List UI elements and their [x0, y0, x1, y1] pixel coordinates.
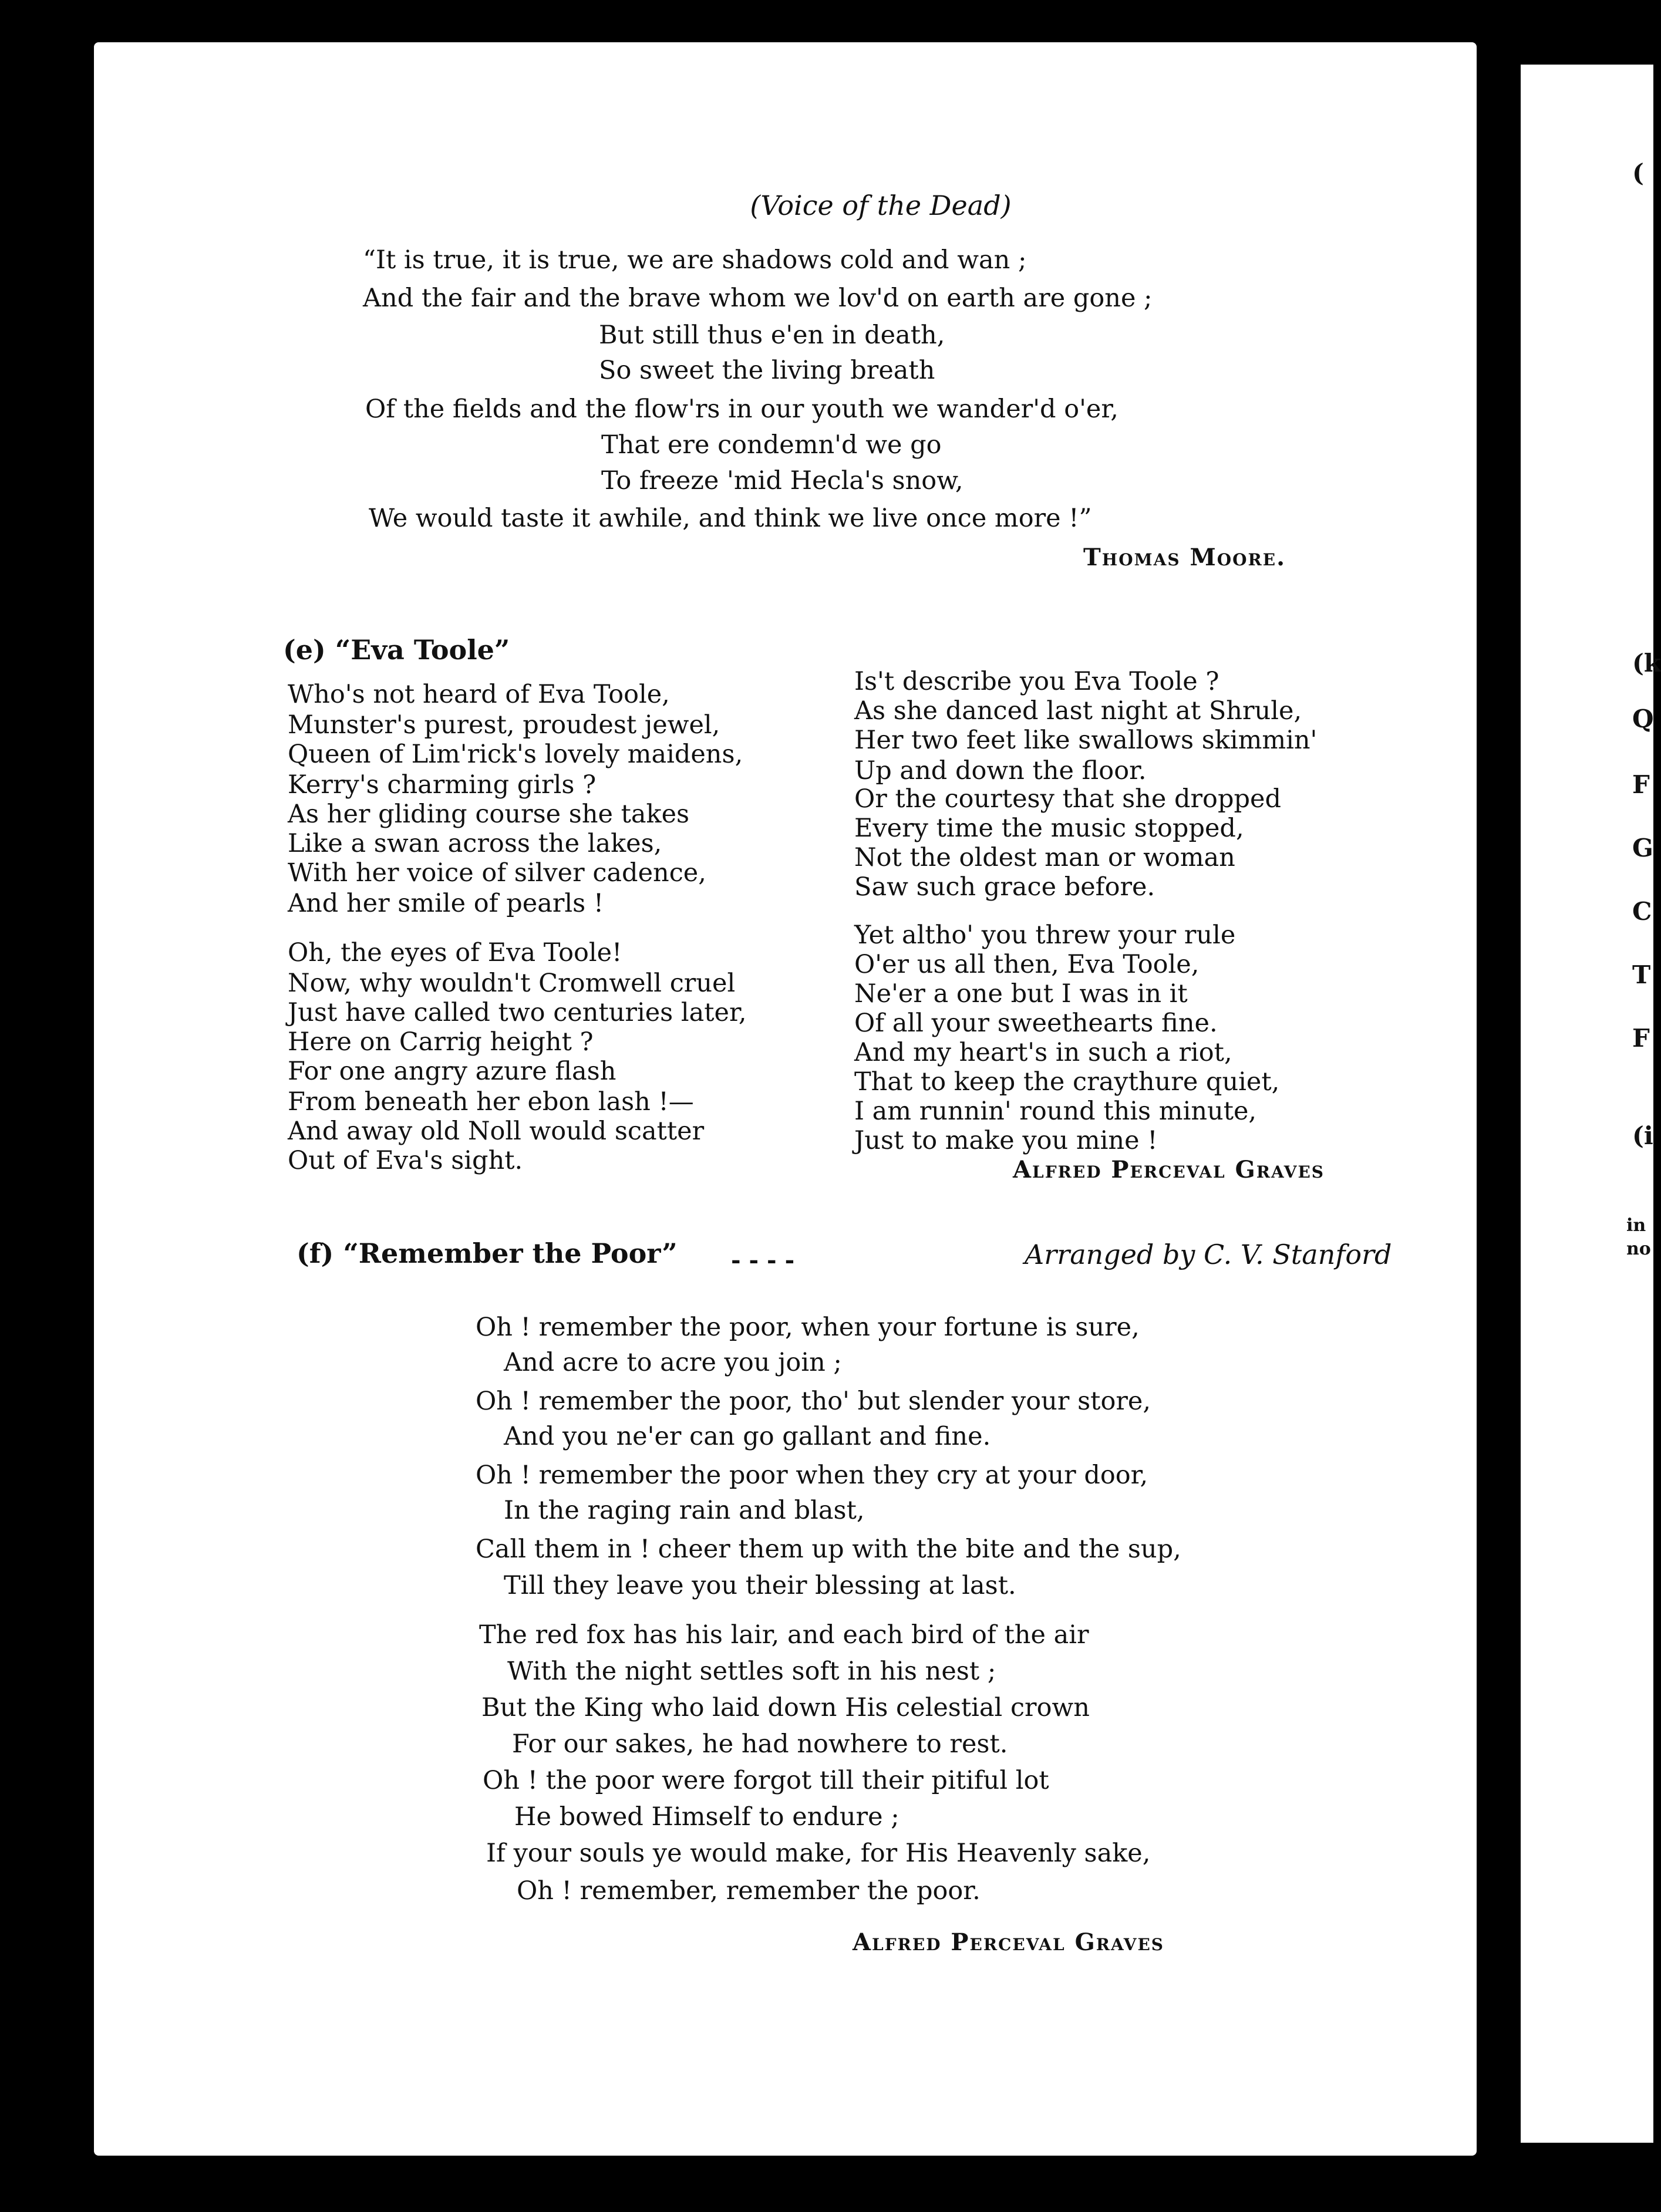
poem-line: Oh ! the poor were forgot till their pitiful lot: [483, 1766, 1049, 1795]
page-edge-fragment: Q: [1632, 704, 1654, 733]
author-credit: Thomas Moore.: [1083, 544, 1286, 571]
poem-line: With her voice of silver cadence,: [288, 858, 706, 888]
page-edge-fragment: T: [1632, 960, 1651, 989]
poem-line: And you ne'er can go gallant and fine.: [504, 1422, 991, 1451]
poem-line: That to keep the craythure quiet,: [854, 1067, 1280, 1097]
poem-line: As she danced last night at Shrule,: [854, 696, 1302, 726]
page-edge-fragment: F: [1632, 770, 1650, 799]
page-edge-fragment: in: [1626, 1215, 1646, 1236]
section-heading-eva: (e) “Eva Toole”: [283, 634, 510, 666]
poem-line: From beneath her ebon lash !—: [288, 1087, 694, 1117]
poem-line: For one angry azure flash: [288, 1057, 616, 1086]
section-heading-voice: (Voice of the Dead): [750, 190, 1012, 221]
adjacent-page-edge: [1521, 65, 1653, 2143]
poem-line: Oh ! remember the poor, when your fortune is sure,: [476, 1313, 1140, 1342]
poem-line: Oh ! remember, remember the poor.: [517, 1876, 981, 1906]
poem-line: Oh ! remember the poor, tho' but slender your store,: [476, 1387, 1151, 1416]
poem-line: Who's not heard of Eva Toole,: [288, 680, 670, 709]
page-edge-fragment: (k: [1632, 649, 1661, 677]
poem-line: Queen of Lim'rick's lovely maidens,: [288, 740, 743, 769]
poem-line: Every time the music stopped,: [854, 814, 1244, 843]
poem-line: Up and down the floor.: [854, 756, 1147, 785]
poem-line: I am runnin' round this minute,: [854, 1097, 1257, 1126]
page-edge-fragment: (i: [1632, 1121, 1653, 1150]
page-edge-fragment: C: [1632, 897, 1652, 926]
poem-line: Oh, the eyes of Eva Toole!: [288, 938, 622, 967]
poem-line: Is't describe you Eva Toole ?: [854, 667, 1219, 696]
poem-line: Out of Eva's sight.: [288, 1146, 523, 1175]
poem-line: And her smile of pearls !: [288, 889, 604, 918]
author-credit: Alfred Perceval Graves: [1013, 1156, 1325, 1183]
poem-line: With the night settles soft in his nest ;: [507, 1657, 996, 1686]
arranger-credit: Arranged by C. V. Stanford: [1025, 1239, 1392, 1270]
poem-line: And away old Noll would scatter: [288, 1117, 705, 1146]
poem-line: Just have called two centuries later,: [288, 998, 747, 1027]
poem-line: Ne'er a one but I was in it: [854, 979, 1188, 1009]
poem-line: Oh ! remember the poor when they cry at your door,: [476, 1461, 1148, 1490]
poem-line: Call them in ! cheer them up with the bite and the sup,: [476, 1535, 1181, 1564]
poem-line: “It is true, it is true, we are shadows cold and wan ;: [363, 245, 1027, 275]
poem-line: Saw such grace before.: [854, 872, 1155, 902]
poem-line: But still thus e'en in death,: [599, 321, 945, 350]
poem-line: Here on Carrig height ?: [288, 1027, 594, 1057]
poem-line: For our sakes, he had nowhere to rest.: [512, 1729, 1008, 1759]
poem-line: To freeze 'mid Hecla's snow,: [601, 466, 963, 495]
poem-line: If your souls ye would make, for His Heavenly sake,: [486, 1839, 1151, 1868]
poem-line: And acre to acre you join ;: [504, 1348, 842, 1377]
poem-line: Of all your sweethearts fine.: [854, 1009, 1218, 1038]
poem-line: As her gliding course she takes: [288, 800, 690, 829]
section-heading-poor: (f) “Remember the Poor”: [297, 1237, 678, 1269]
poem-line: Her two feet like swallows skimmin': [854, 726, 1318, 755]
poem-line: Now, why wouldn't Cromwell cruel: [288, 969, 736, 998]
poem-line: That ere condemn'd we go: [601, 430, 942, 460]
heading-dashes: - - - -: [731, 1246, 795, 1274]
poem-line: Kerry's charming girls ?: [288, 770, 597, 800]
poem-line: And the fair and the brave whom we lov'd on earth are gone ;: [363, 284, 1153, 313]
poem-line: Munster's purest, proudest jewel,: [288, 710, 720, 740]
poem-line: Like a swan across the lakes,: [288, 829, 662, 858]
poem-line: Or the courtesy that she dropped: [854, 784, 1281, 814]
page-edge-fragment: F: [1632, 1024, 1650, 1053]
poem-line: He bowed Himself to endure ;: [514, 1802, 899, 1832]
page-edge-fragment: G: [1632, 834, 1653, 862]
poem-line: And my heart's in such a riot,: [854, 1038, 1232, 1067]
poem-line: Yet altho' you threw your rule: [854, 920, 1236, 950]
poem-line: But the King who laid down His celestial crown: [481, 1693, 1090, 1722]
author-credit: Alfred Perceval Graves: [853, 1928, 1165, 1956]
poem-line: We would taste it awhile, and think we live once more !”: [369, 504, 1092, 533]
poem-line: In the raging rain and blast,: [504, 1496, 865, 1525]
poem-line: Just to make you mine !: [854, 1126, 1158, 1155]
page-edge-fragment: (: [1632, 159, 1644, 187]
poem-line: The red fox has his lair, and each bird of the air: [479, 1620, 1089, 1650]
poem-line: Of the fields and the flow'rs in our youth we wander'd o'er,: [365, 394, 1118, 424]
poem-line: Not the oldest man or woman: [854, 843, 1235, 872]
poem-line: O'er us all then, Eva Toole,: [854, 950, 1200, 979]
page-edge-fragment: no: [1626, 1239, 1651, 1259]
poem-line: So sweet the living breath: [599, 356, 935, 385]
poem-line: Till they leave you their blessing at last.: [504, 1571, 1016, 1600]
